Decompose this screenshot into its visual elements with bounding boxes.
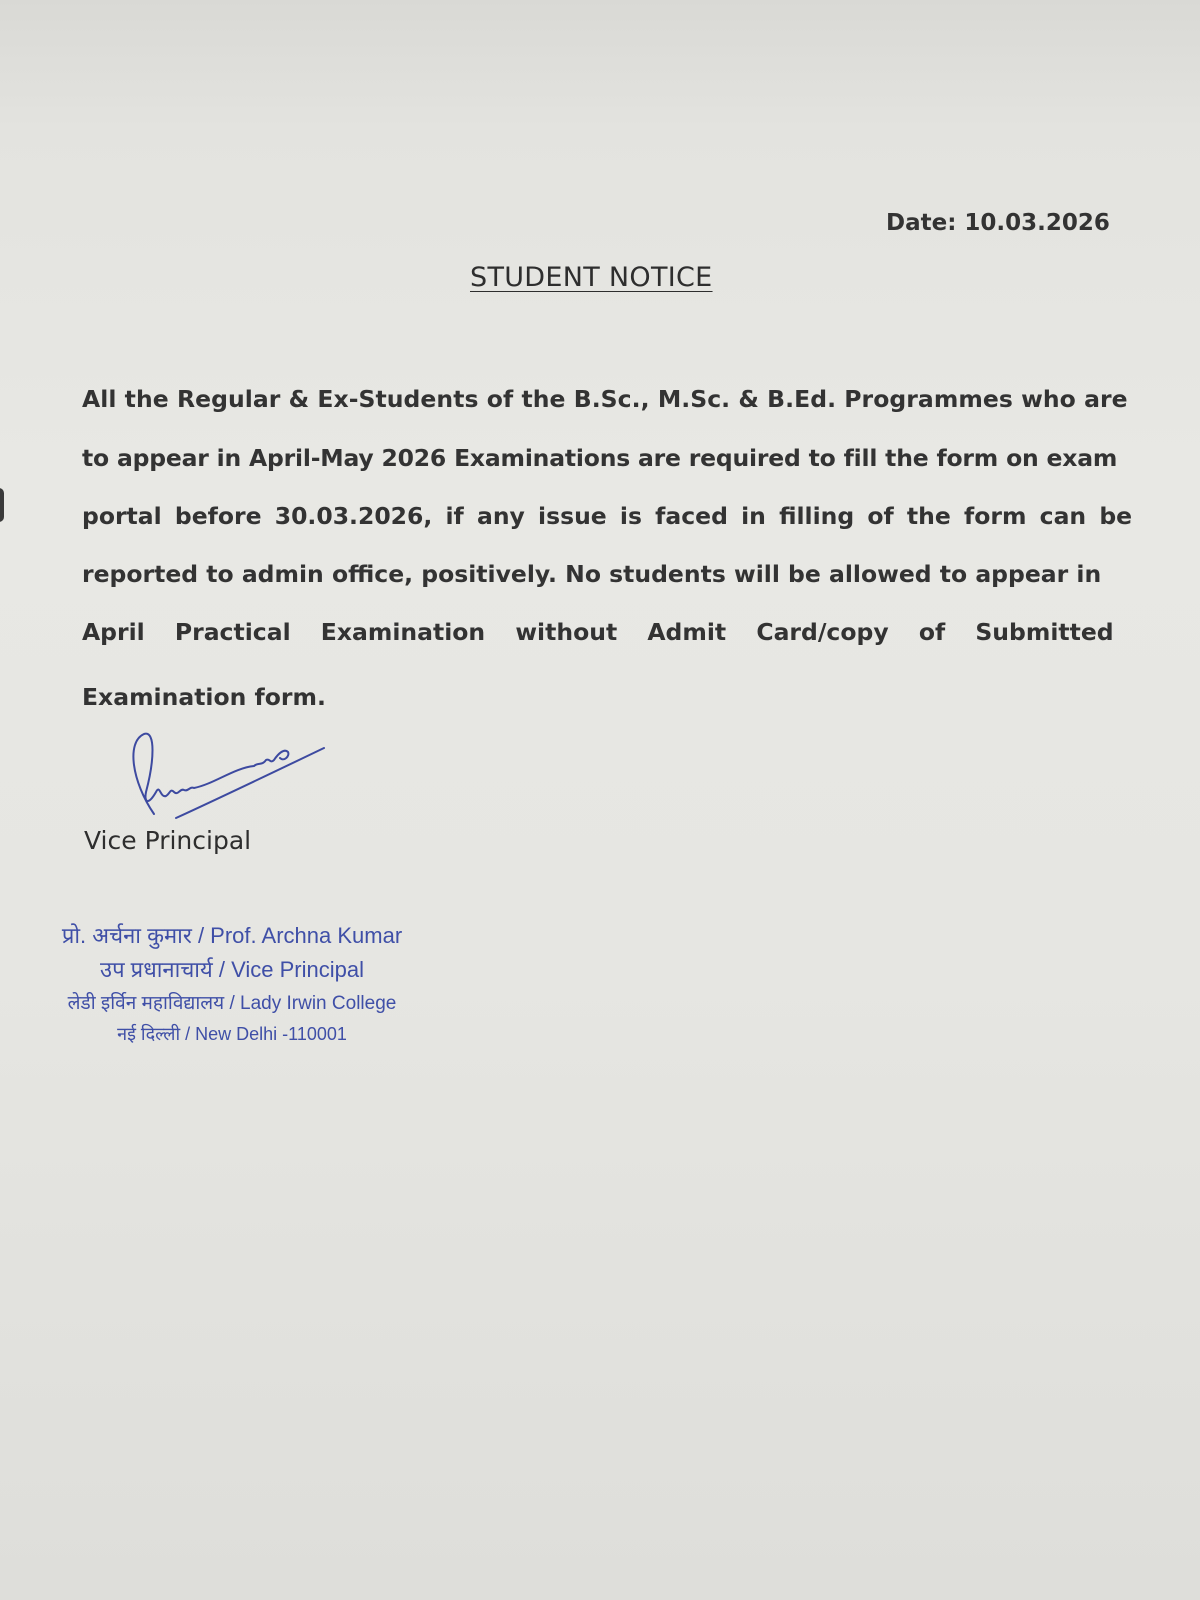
punch-hole-mark	[0, 488, 4, 522]
notice-body-line: All the Regular & Ex-Students of the B.Sc., M.Sc. & B.Ed. Programmes who are	[82, 385, 1128, 413]
notice-date: Date: 10.03.2026	[886, 210, 1110, 236]
notice-body-line: April Practical Examination without Admit Card/copy of Submitted	[82, 618, 1114, 646]
stamp-name: प्रो. अर्चना कुमार / Prof. Archna Kumar	[61, 923, 403, 948]
stamp-college: लेडी इर्विन महाविद्यालय / Lady Irwin College	[67, 993, 397, 1014]
notice-body-line: to appear in April-May 2026 Examinations are required to fill the form on exam	[82, 444, 1118, 472]
signature	[124, 722, 334, 822]
notice-title: STUDENT NOTICE	[470, 262, 713, 293]
stamp-address: नई दिल्ली / New Delhi -110001	[117, 1024, 347, 1044]
notice-body-line: portal before 30.03.2026, if any issue is faced in filling of the form can be	[82, 502, 1133, 530]
notice-body-line: Examination form.	[82, 683, 326, 711]
signatory-designation: Vice Principal	[84, 826, 252, 855]
stamp-designation: उप प्रधानाचार्य / Vice Principal	[100, 957, 364, 982]
notice-body-line: reported to admin office, positively. No students will be allowed to appear in	[82, 560, 1102, 588]
official-stamp	[22, 920, 442, 1046]
